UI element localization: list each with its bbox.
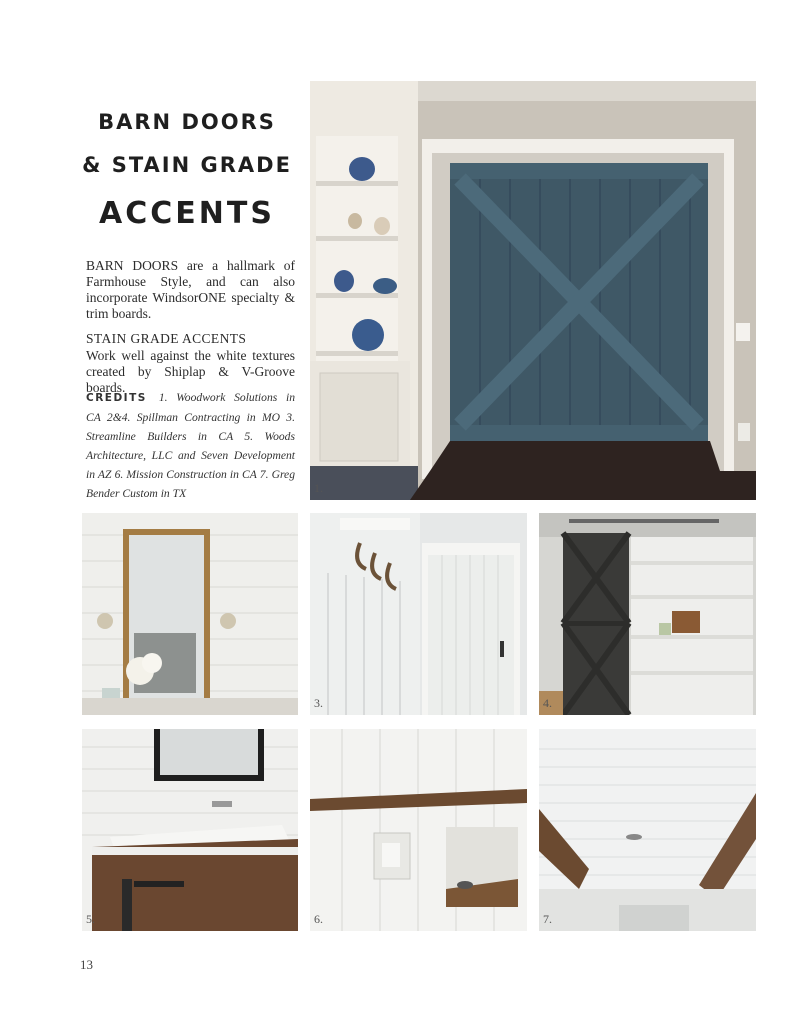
photo-floating-vanity bbox=[82, 729, 298, 931]
photo-mirror-shiplap bbox=[82, 513, 298, 715]
photo-pantry-barn-door bbox=[539, 513, 756, 715]
photo-ceiling-beams bbox=[539, 729, 756, 931]
photo-blue-barn-door bbox=[310, 81, 756, 500]
photo-label-6: 6. bbox=[314, 912, 323, 926]
credits-block bbox=[86, 388, 295, 503]
page-number: 13 bbox=[80, 957, 93, 972]
photo-label-7: 7. bbox=[543, 912, 552, 926]
photo-label-4: 4. bbox=[543, 696, 552, 710]
stain-grade-heading: STAIN GRADE ACCENTS bbox=[86, 331, 247, 346]
photo-hooks-vgroove bbox=[310, 513, 527, 715]
photo-label-3: 3. bbox=[314, 696, 323, 710]
stain-grade-paragraph: Work well against the white textures created by Shiplap & V-Groove boards. bbox=[86, 348, 295, 395]
title-line-3: ACCENTS bbox=[99, 196, 275, 231]
floating-vanity-image bbox=[82, 729, 298, 931]
title-line-1: BARN DOORS bbox=[98, 110, 276, 134]
blue-barn-door-image bbox=[310, 81, 756, 500]
photo-shiplap-niche bbox=[310, 729, 527, 931]
credits-text: 1. Woodwork Solutions in CA 2&4. Spillman Contracting in MO 3. Streamline Builders in CA 5. Woods Architecture, LLC and Seven Development in AZ 6. Mission Construction in CA 7. Greg Bender Custom in TX bbox=[86, 391, 295, 500]
credits-label: CREDITS bbox=[86, 392, 147, 404]
intro-paragraph: BARN DOORS are a hallmark of Farmhouse Style, and can also incorporate WindsorONE specialty & trim boards. bbox=[86, 258, 295, 321]
shiplap-niche-image bbox=[310, 729, 527, 931]
title-line-2: & STAIN GRADE bbox=[82, 153, 292, 177]
mirror-shiplap-image bbox=[82, 513, 298, 715]
pantry-barn-door-image bbox=[539, 513, 756, 715]
ceiling-beams-image bbox=[539, 729, 756, 931]
hooks-vgroove-image bbox=[310, 513, 527, 715]
photo-label-1: 1. bbox=[314, 481, 323, 495]
photo-label-5: 5. bbox=[86, 912, 95, 926]
